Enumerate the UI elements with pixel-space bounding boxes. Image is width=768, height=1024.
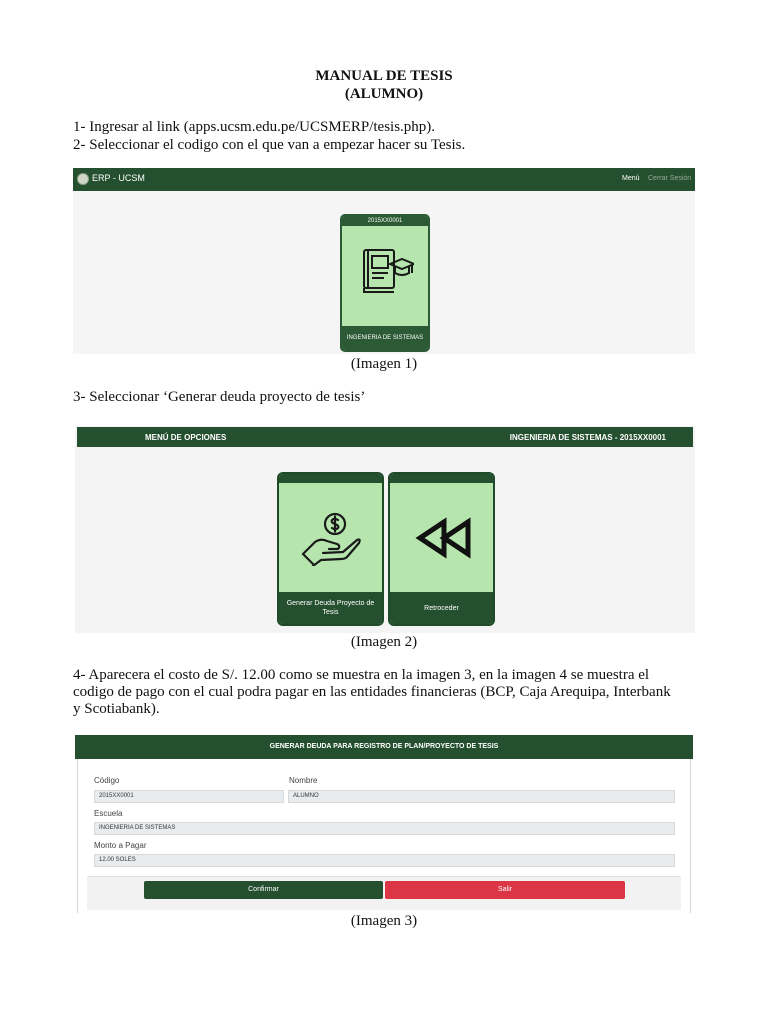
menu-title: MENÚ DE OPCIONES [145, 433, 227, 442]
step-4-line-1: 4- Aparecera el costo de S/. 12.00 como se muestra en la imagen 3, en la imagen 4 se muestra el [73, 667, 650, 683]
screenshot-3 [75, 735, 693, 913]
rewind-icon [410, 510, 474, 566]
program-card[interactable] [340, 214, 430, 352]
caption-1: (Imagen 1) [350, 356, 418, 372]
step-3: 3- Seleccionar ‘Generar deuda proyecto de tesis’ [73, 389, 366, 405]
doc-title: MANUAL DE TESIS [315, 68, 453, 84]
amount-field[interactable]: 12.00 SOLES [94, 854, 675, 867]
name-label: Nombre [289, 776, 318, 785]
step-4-line-3: y Scotiabank). [73, 701, 160, 717]
caption-2: (Imagen 2) [350, 634, 418, 650]
generate-debt-label: Generar Deuda Proyecto de Tesis [279, 592, 382, 624]
confirm-button[interactable]: Confirmar [144, 881, 383, 899]
app-name: ERP - UCSM [92, 173, 145, 183]
code-field[interactable]: 2015XX0001 [94, 790, 284, 803]
screenshot-1 [73, 168, 695, 354]
name-field[interactable]: ALUMNO [288, 790, 675, 803]
hand-coin-icon [299, 510, 363, 566]
thesis-book-icon [358, 246, 414, 296]
doc-subtitle: (ALUMNO) [344, 86, 424, 102]
step-4-line-2: codigo de pago con el cual podra pagar en las entidades financieras (BCP, Caja Arequipa, Interbank [73, 684, 671, 700]
menu-header [77, 427, 693, 447]
exit-button[interactable]: Salir [385, 881, 625, 899]
top-navbar [73, 168, 695, 191]
step-1: 1- Ingresar al link (apps.ucsm.edu.pe/UCSMERP/tesis.php). [73, 119, 436, 135]
screenshot-2 [75, 426, 695, 633]
nav-logout-link[interactable]: Cerrar Sesión [648, 175, 692, 182]
back-card[interactable] [388, 472, 495, 626]
back-label: Retroceder [390, 592, 493, 624]
caption-3: (Imagen 3) [350, 913, 418, 929]
school-label: Escuela [94, 809, 123, 818]
program-name: INGENIERIA DE SISTEMAS [342, 326, 428, 350]
amount-label: Monto a Pagar [94, 841, 147, 850]
ucsm-logo-icon [77, 173, 89, 185]
code-label: Código [94, 776, 120, 785]
school-field[interactable]: INGENIERIA DE SISTEMAS [94, 822, 675, 835]
menu-context: INGENIERIA DE SISTEMAS - 2015XX0001 [509, 433, 666, 442]
step-2: 2- Seleccionar el codigo con el que van a empezar hacer su Tesis. [73, 137, 466, 153]
program-code: 2015XX0001 [342, 216, 428, 226]
form-header: GENERAR DEUDA PARA REGISTRO DE PLAN/PROYECTO DE TESIS [75, 735, 693, 759]
nav-menu-link[interactable]: Menú [622, 175, 640, 182]
generate-debt-card[interactable] [277, 472, 384, 626]
